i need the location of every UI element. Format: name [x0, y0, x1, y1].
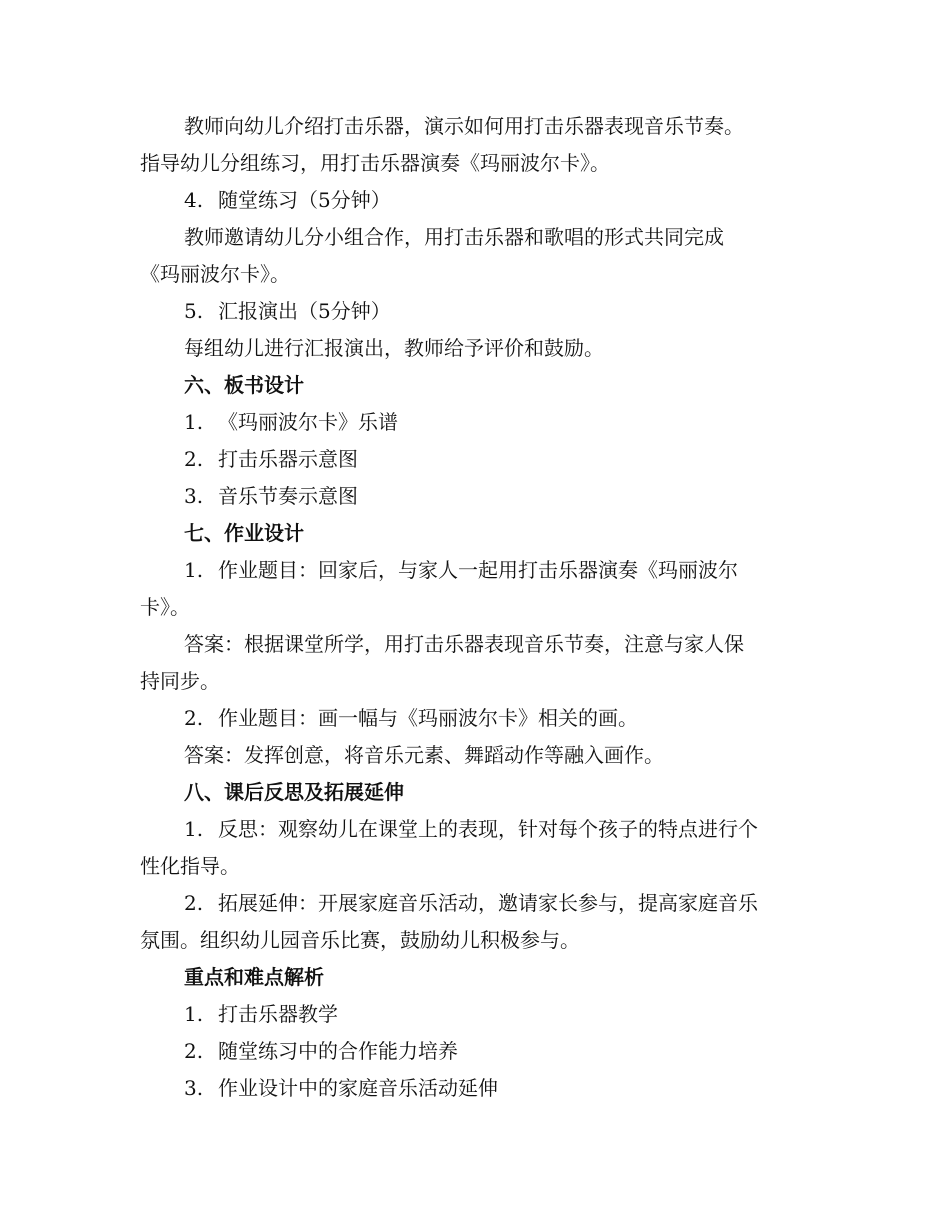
paragraph-line: 教师邀请幼儿分小组合作，用打击乐器和歌唱的形式共同完成	[184, 225, 724, 249]
list-number: 4.	[184, 188, 204, 212]
list-number: 2.	[184, 706, 204, 730]
list-item	[140, 1070, 805, 1107]
list-text: 作业题目：回家后，与家人一起用打击乐器演奏《玛丽波尔	[218, 558, 738, 582]
list-item	[140, 441, 805, 478]
list-text: 《玛丽波尔卡》乐谱	[218, 410, 398, 434]
paragraph-line: 《玛丽波尔卡》。	[140, 262, 290, 286]
list-text: 打击乐器教学	[218, 1002, 338, 1026]
list-text: 汇报演出（5分钟）	[218, 299, 391, 323]
list-number: 3.	[184, 1076, 204, 1100]
section-heading: 八、课后反思及拓展延伸	[184, 780, 404, 804]
paragraph-line: 答案：根据课堂所学，用打击乐器表现音乐节奏，注意与家人保	[184, 632, 744, 656]
paragraph-line: 卡》。	[140, 595, 190, 619]
list-text: 随堂练习（5分钟）	[218, 188, 391, 212]
list-item	[140, 182, 805, 219]
list-item	[140, 885, 805, 922]
list-number: 1.	[184, 1002, 204, 1026]
section-heading: 重点和难点解析	[184, 965, 324, 989]
list-item	[140, 552, 805, 589]
list-number: 3.	[184, 484, 204, 508]
paragraph-line: 氛围。组织幼儿园音乐比赛，鼓励幼儿积极参与。	[140, 928, 580, 952]
list-item	[140, 293, 805, 330]
list-item	[140, 996, 805, 1033]
paragraph-line: 持同步。	[140, 669, 220, 693]
list-number: 2.	[184, 891, 204, 915]
paragraph-line: 指导幼儿分组练习，用打击乐器演奏《玛丽波尔卡》。	[140, 151, 610, 175]
list-text: 反思：观察幼儿在课堂上的表现，针对每个孩子的特点进行个	[218, 817, 758, 841]
list-item	[140, 700, 805, 737]
list-item	[140, 1033, 805, 1070]
document-body	[140, 108, 805, 1107]
paragraph-line: 每组幼儿进行汇报演出，教师给予评价和鼓励。	[184, 336, 604, 360]
section-heading: 七、作业设计	[184, 521, 304, 545]
paragraph-line: 性化指导。	[140, 854, 240, 878]
list-text: 打击乐器示意图	[218, 447, 358, 471]
list-number: 1.	[184, 410, 204, 434]
list-number: 2.	[184, 1039, 204, 1063]
list-text: 随堂练习中的合作能力培养	[218, 1039, 458, 1063]
paragraph-line: 答案：发挥创意，将音乐元素、舞蹈动作等融入画作。	[184, 743, 664, 767]
list-text: 拓展延伸：开展家庭音乐活动，邀请家长参与，提高家庭音乐	[218, 891, 758, 915]
list-item	[140, 478, 805, 515]
list-number: 2.	[184, 447, 204, 471]
list-item	[140, 811, 805, 848]
list-number: 1.	[184, 558, 204, 582]
section-heading: 六、板书设计	[184, 373, 304, 397]
list-number: 5.	[184, 299, 204, 323]
list-item	[140, 404, 805, 441]
list-number: 1.	[184, 817, 204, 841]
list-text: 作业设计中的家庭音乐活动延伸	[218, 1076, 498, 1100]
list-text: 作业题目：画一幅与《玛丽波尔卡》相关的画。	[218, 706, 638, 730]
paragraph-line: 教师向幼儿介绍打击乐器，演示如何用打击乐器表现音乐节奏。	[184, 114, 744, 138]
list-text: 音乐节奏示意图	[218, 484, 358, 508]
